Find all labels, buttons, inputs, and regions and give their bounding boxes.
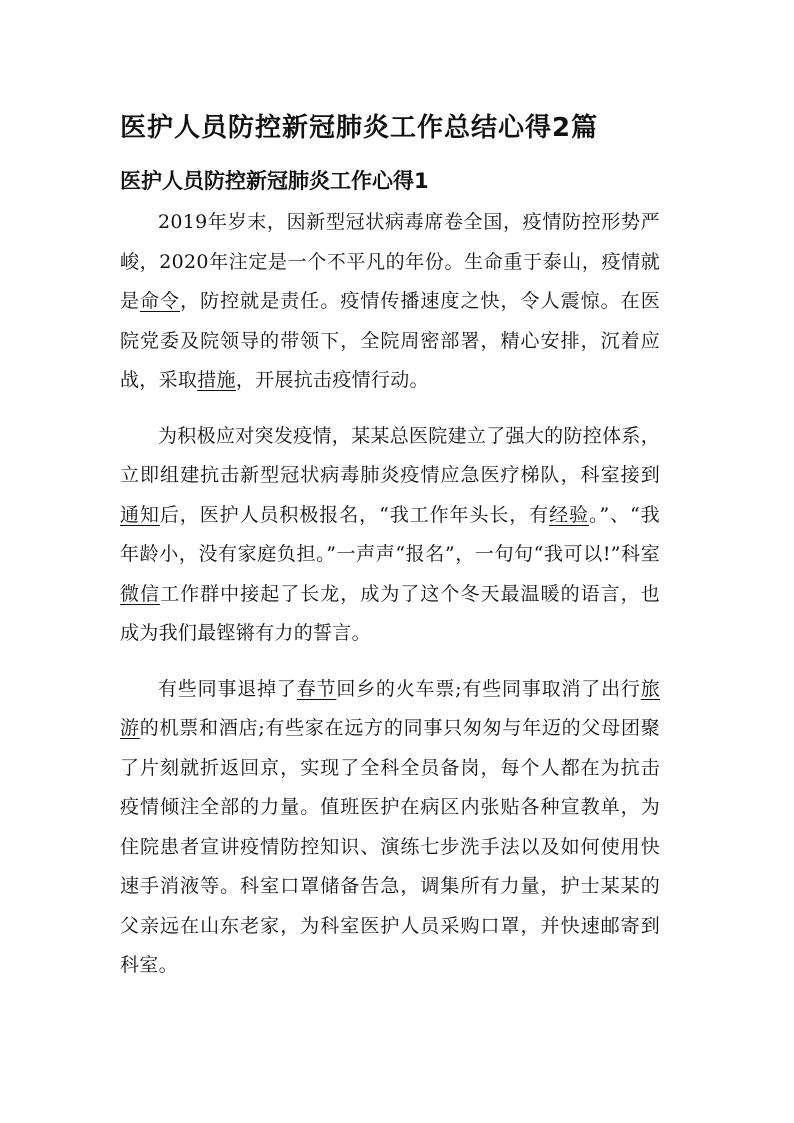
section-heading: 医护人员防控新冠肺炎工作心得1 — [120, 169, 429, 193]
paragraph — [120, 417, 660, 654]
text-segment: ，防控就是责任。疫情传播速度之快，令人震惊。在医院党委及院领导的带领下，全院周密部署，精心安排，沉着应战，采取 — [120, 290, 660, 391]
text-segment: 工作群中接起了长龙，成为了这个冬天最温暖的语言，也成为我们最铿锵有力的誓言。 — [120, 582, 660, 644]
keyword-link[interactable]: 春节 — [296, 677, 337, 700]
text-segment: ，开展抗击疫情行动。 — [235, 369, 429, 391]
document-title: 医护人员防控新冠肺炎工作总结心得2篇 — [120, 113, 599, 143]
text-segment: 为积极应对突发疫情，某某总医院建立了强大的防控体系，立即组建抗击新型冠状病毒肺炎疫情应急医疗梯队，科室接到 — [120, 424, 660, 486]
keyword-link[interactable]: 微信 — [120, 582, 161, 605]
keyword-link[interactable]: 经验 — [549, 503, 590, 526]
keyword-link[interactable]: 措施 — [197, 369, 236, 391]
keyword-link[interactable]: 通知 — [120, 503, 160, 526]
paragraph — [120, 203, 660, 401]
text-segment: 2019年岁末，因新型冠状病毒席卷全国，疫情防控形势严峻，2020年注定是一个不平凡的年份。生命重于泰山，疫情就是 — [120, 211, 660, 312]
keyword-link[interactable]: 旅游 — [120, 677, 660, 739]
text-segment: 。”、“我年龄小，没有家庭负担。”一声声“报名”，一句句“我可以!”科室 — [120, 503, 660, 565]
paragraph — [120, 670, 660, 986]
document-body — [120, 203, 660, 1002]
text-segment: 后，医护人员积极报名，“我工作年头长，有 — [159, 503, 550, 526]
text-segment: 有些同事退掉了 — [158, 677, 297, 700]
text-segment: 的机票和酒店;有些家在远方的同事只匆匆与年迈的父母团聚了片刻就折返回京，实现了全科全员备岗，每个人都在为抗击疫情倾注全部的力量。值班医护在病区内张贴各种宣教单，为住院患者宣讲疫情防控知识、演练七步洗手法以及如何使用快速手消液等。科室口罩储备告急，调集所有力量，护士某某的父亲远在山东老家，为科室医护人员采购口罩，并快速邮寄到科室。 — [120, 717, 660, 976]
text-segment: 回乡的火车票;有些同事取消了出行 — [336, 677, 641, 700]
keyword-link[interactable]: 命令 — [140, 290, 181, 312]
